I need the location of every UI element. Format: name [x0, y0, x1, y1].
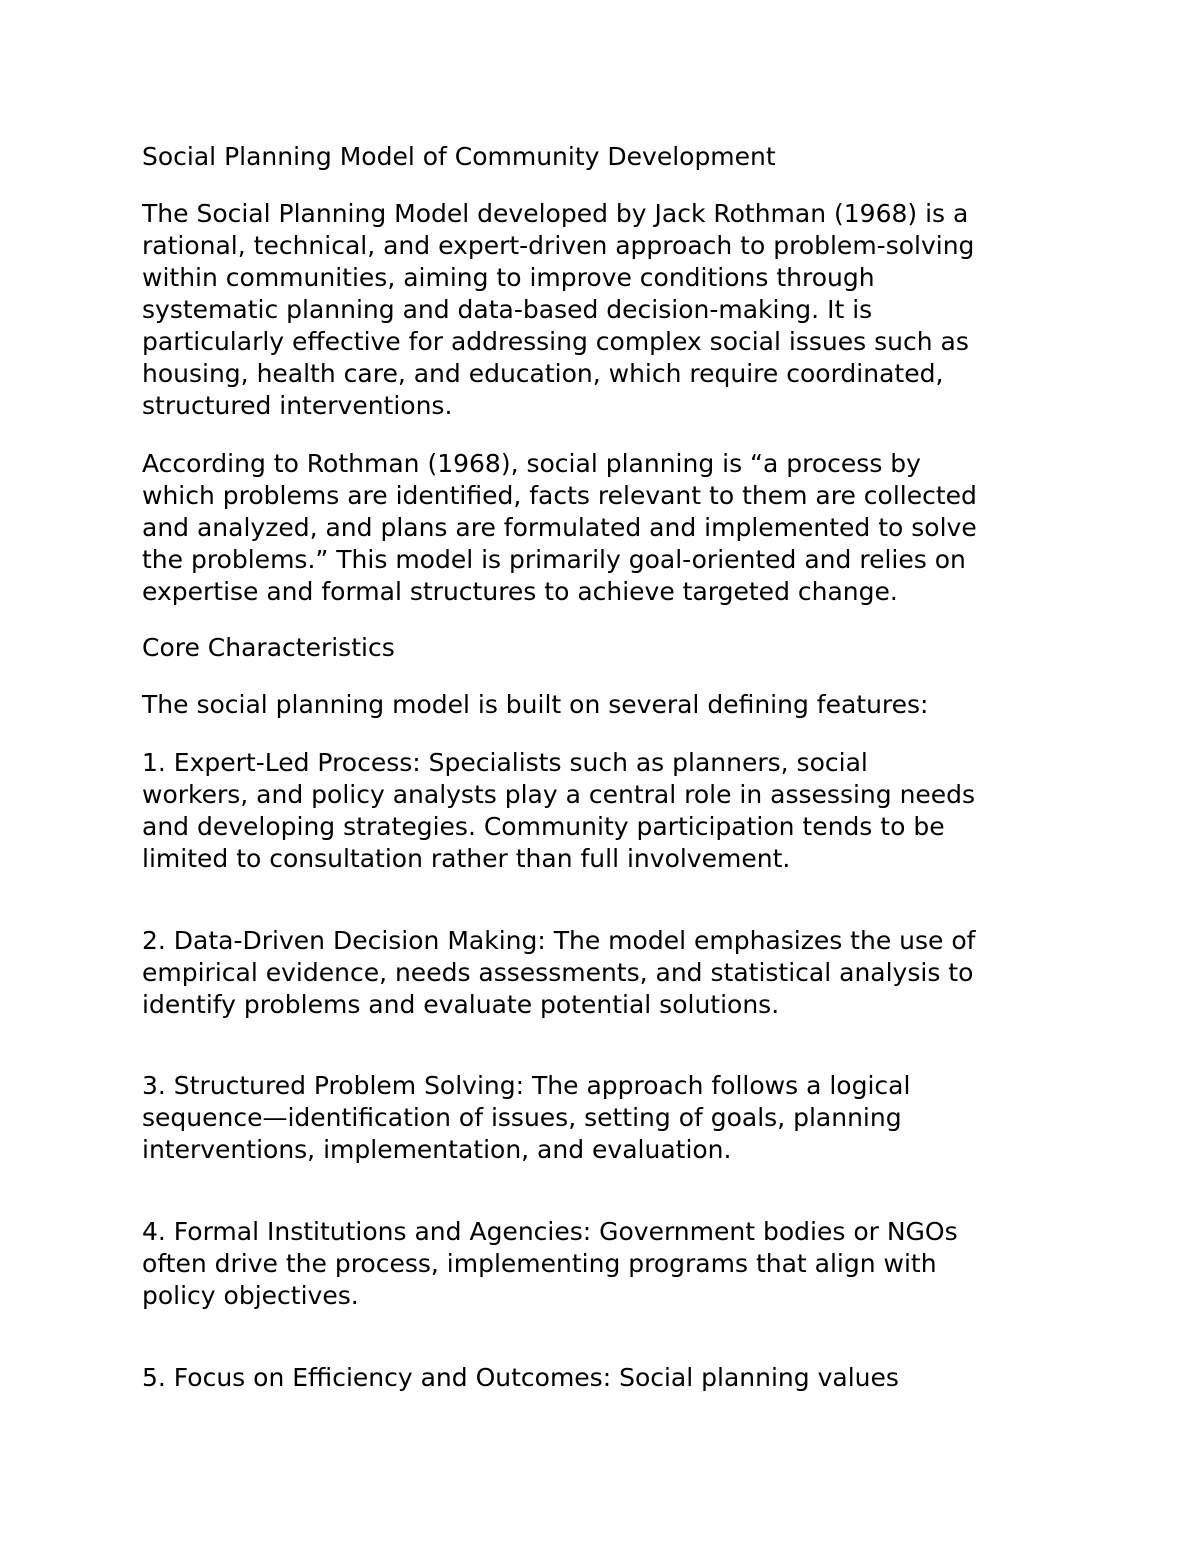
quote-paragraph: According to Rothman (1968), social planning is “a process by which problems are identified, facts relevant to them are collected and analyzed, and plans are formulated and implemented to solve the problems.” This model is primarily goal-oriented and relies on expertise and formal structures to achieve targeted change. [142, 449, 977, 606]
document-title: Social Planning Model of Community Development [142, 142, 776, 171]
list-item: 5. Focus on Efficiency and Outcomes: Social planning values [142, 1363, 899, 1392]
section-heading: Core Characteristics [142, 633, 395, 662]
list-item: 2. Data-Driven Decision Making: The model emphasizes the use of empirical evidence, needs assessments, and statistical analysis to identify problems and evaluate potential solutions. [142, 926, 976, 1019]
list-item: 1. Expert-Led Process: Specialists such as planners, social workers, and policy analysts play a central role in assessing needs and developing strategies. Community participation tends to be limited to consultation rather than full involvement. [142, 748, 976, 873]
list-item: 4. Formal Institutions and Agencies: Government bodies or NGOs often drive the process, implementing programs that align with policy objectives. [142, 1217, 958, 1310]
intro-paragraph: The Social Planning Model developed by Jack Rothman (1968) is a rational, technical, and expert-driven approach to problem-solving within communities, aiming to improve conditions through systematic planning and data-based decision-making. It is particularly effective for addressing complex social issues such as housing, health care, and education, which require coordinated, structured interventions. [142, 199, 975, 420]
list-item: 3. Structured Problem Solving: The approach follows a logical sequence—identification of issues, setting of goals, planning interventions, implementation, and evaluation. [142, 1071, 911, 1164]
section-intro: The social planning model is built on several defining features: [142, 690, 929, 719]
